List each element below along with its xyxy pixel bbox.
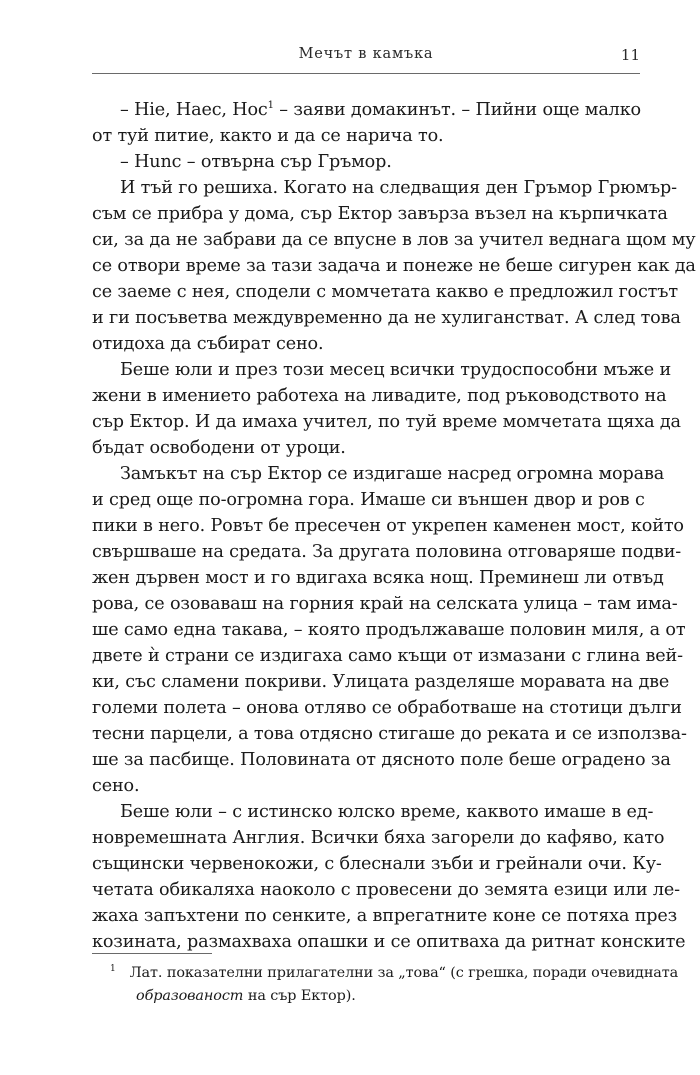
body-text <box>92 97 696 955</box>
text-line: бъдат освободени от уроци. <box>92 438 346 458</box>
footnote-text: на сър Ектор). <box>243 988 356 1004</box>
text-line: Беше юли – с истинско юлско време, каквото имаше в ед- <box>120 802 654 822</box>
text-line: сър Ектор. И да имаха учител, по туй време момчетата щяха да <box>92 412 681 432</box>
text-line: козината, размахваха опашки и се опитваха да ритнат конските <box>92 932 686 952</box>
text-line: Беше юли и през този месец всички трудоспособни мъже и <box>120 360 672 380</box>
text-line: рова, се озоваваш на горния край на селската улица – там има- <box>92 594 678 614</box>
footnote-marker: 1 <box>110 964 116 974</box>
text-span: – Hie, Haec, Hoc <box>120 100 268 120</box>
footnote-line <box>92 985 640 1008</box>
text-line: отидоха да събират сено. <box>92 334 324 354</box>
text-line: пики в него. Ровът бе пресечен от укрепен каменен мост, който <box>92 516 684 536</box>
text-line: четата обикаляха наоколо с провесени до земята езици или ле- <box>92 880 680 900</box>
header-rule <box>92 73 640 74</box>
text-line: си, за да не забрави да се впусне в лов за учител веднага щом му <box>92 230 696 250</box>
text-line: ше само една такава, – която продължаваше половин миля, а от <box>92 620 686 640</box>
text-line: ше за пасбище. Половината от дясното поле беше оградено за <box>92 750 671 770</box>
text-line: тесни парцели, а това отдясно стигаше до реката и се използва- <box>92 724 687 744</box>
footnote-reference: 1 <box>267 100 274 111</box>
footnote-italic-text: образованост <box>136 988 244 1004</box>
text-line: се отвори време за тази задача и понеже не беше сигурен как да <box>92 256 696 276</box>
text-line: от туй питие, както и да се нарича то. <box>92 126 444 146</box>
text-line: двете ѝ страни се издигаха само къщи от измазани с глина вей- <box>92 646 683 666</box>
text-line: съм се прибра у дома, сър Ектор завърза възел на кърпичката <box>92 204 668 224</box>
text-line: жен дървен мост и го вдигаха всяка нощ. Преминеш ли отвъд <box>92 568 664 588</box>
text-line: големи полета – онова отляво се обработваше на стотици дълги <box>92 698 682 718</box>
text-line: сено. <box>92 776 140 796</box>
page-number: 11 <box>620 46 640 64</box>
text-line: жени в имението работеха на ливадите, под ръководството на <box>92 386 667 406</box>
text-line: същински червенокожи, с блеснали зъби и грейнали очи. Ку- <box>92 854 662 874</box>
text-line: и ги посъветва междувременно да не хулиганстват. А след това <box>92 308 681 328</box>
text-span: – заяви домакинът. – Пийни още малко <box>273 100 641 120</box>
text-line <box>92 97 640 123</box>
text-line: И тъй го решиха. Когато на следващия ден Гръмор Грюмър- <box>120 178 677 198</box>
footnote-text: Лат. показателни прилагателни за „това“ (с грешка, поради очевидната <box>129 965 679 981</box>
text-line: и сред още по-огромна гора. Имаше си външен двор и ров с <box>92 490 645 510</box>
text-line: ки, със сламени покриви. Улицата разделяше моравата на две <box>92 672 670 692</box>
text-line: Замъкът на сър Ектор се издигаше насред огромна морава <box>120 464 665 484</box>
footnote-rule <box>92 953 212 954</box>
text-line: свършваше на средата. За другата половина отговаряше подви- <box>92 542 682 562</box>
text-line: жаха запъхтени по сенките, а впрегатните коне се потяха през <box>92 906 678 926</box>
running-title: Мечът в камъка <box>298 46 434 62</box>
text-line: – Hunc – отвърна сър Гръмор. <box>120 152 392 172</box>
running-head <box>92 46 640 68</box>
text-line: новремешната Англия. Всички бяха загорели до кафяво, като <box>92 828 665 848</box>
footnote <box>92 962 679 1008</box>
footnote-line <box>92 962 679 985</box>
text-line: се заеме с нея, сподели с момчетата какво е предложил гостът <box>92 282 678 302</box>
